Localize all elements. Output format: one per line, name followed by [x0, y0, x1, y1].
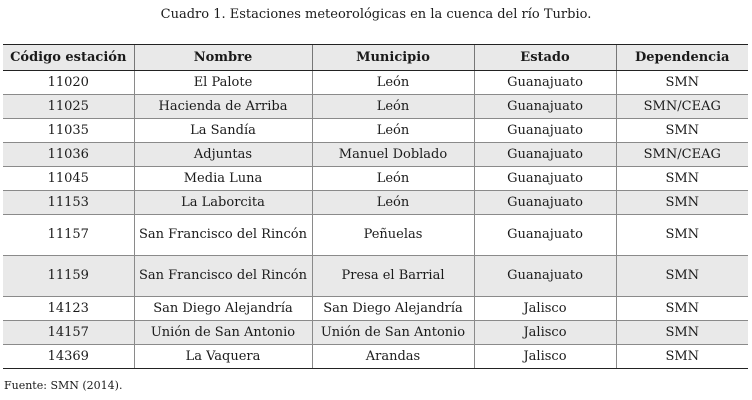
cell-nombre: La Vaquera — [134, 345, 312, 369]
cell-estado: Guanajuato — [474, 71, 616, 95]
cell-codigo: 11020 — [3, 71, 134, 95]
cell-estado: Jalisco — [474, 345, 616, 369]
cell-codigo: 11036 — [3, 143, 134, 167]
cell-estado: Guanajuato — [474, 143, 616, 167]
header-municipio: Municipio — [312, 45, 474, 71]
cell-municipio: Unión de San Antonio — [312, 321, 474, 345]
table-row — [3, 95, 748, 119]
table-caption: Cuadro 1. Estaciones meteorológicas en la cuenca del río Turbio. — [160, 7, 592, 22]
cell-codigo: 11035 — [3, 119, 134, 143]
cell-municipio: Presa el Barrial — [312, 256, 474, 297]
cell-municipio: León — [312, 95, 474, 119]
table-header-row — [3, 45, 748, 71]
cell-codigo: 11153 — [3, 191, 134, 215]
cell-codigo: 14123 — [3, 297, 134, 321]
cell-codigo: 11025 — [3, 95, 134, 119]
cell-codigo: 11159 — [3, 256, 134, 297]
cell-codigo: 11045 — [3, 167, 134, 191]
cell-estado: Guanajuato — [474, 215, 616, 256]
cell-municipio: León — [312, 119, 474, 143]
cell-dependencia: SMN — [616, 345, 748, 369]
cell-nombre: San Francisco del Rincón — [134, 215, 312, 256]
table-row — [3, 167, 748, 191]
cell-nombre: La Laborcita — [134, 191, 312, 215]
cell-municipio: León — [312, 167, 474, 191]
cell-nombre: San Francisco del Rincón — [134, 256, 312, 297]
stations-table — [3, 44, 748, 369]
header-nombre: Nombre — [134, 45, 312, 71]
cell-estado: Guanajuato — [474, 256, 616, 297]
cell-dependencia: SMN — [616, 297, 748, 321]
cell-municipio: León — [312, 71, 474, 95]
cell-dependencia: SMN — [616, 256, 748, 297]
cell-municipio: Peñuelas — [312, 215, 474, 256]
cell-codigo: 14369 — [3, 345, 134, 369]
cell-codigo: 14157 — [3, 321, 134, 345]
cell-nombre: Hacienda de Arriba — [134, 95, 312, 119]
cell-dependencia: SMN — [616, 71, 748, 95]
cell-nombre: El Palote — [134, 71, 312, 95]
header-codigo: Código estación — [3, 45, 134, 71]
cell-estado: Guanajuato — [474, 167, 616, 191]
cell-nombre: Adjuntas — [134, 143, 312, 167]
cell-codigo: 11157 — [3, 215, 134, 256]
cell-nombre: Unión de San Antonio — [134, 321, 312, 345]
cell-nombre: Media Luna — [134, 167, 312, 191]
table-row — [3, 119, 748, 143]
cell-nombre: San Diego Alejandría — [134, 297, 312, 321]
table-row — [3, 71, 748, 95]
table-row — [3, 321, 748, 345]
cell-estado: Guanajuato — [474, 95, 616, 119]
table-row — [3, 191, 748, 215]
cell-estado: Jalisco — [474, 297, 616, 321]
header-dependencia: Dependencia — [616, 45, 748, 71]
cell-dependencia: SMN — [616, 119, 748, 143]
cell-dependencia: SMN/CEAG — [616, 143, 748, 167]
cell-municipio: Arandas — [312, 345, 474, 369]
cell-municipio: San Diego Alejandría — [312, 297, 474, 321]
cell-estado: Guanajuato — [474, 191, 616, 215]
table-row — [3, 215, 748, 256]
header-estado: Estado — [474, 45, 616, 71]
cell-dependencia: SMN/CEAG — [616, 95, 748, 119]
table-row — [3, 297, 748, 321]
cell-dependencia: SMN — [616, 321, 748, 345]
cell-estado: Jalisco — [474, 321, 616, 345]
table-row — [3, 345, 748, 369]
cell-estado: Guanajuato — [474, 119, 616, 143]
cell-dependencia: SMN — [616, 215, 748, 256]
cell-municipio: León — [312, 191, 474, 215]
cell-dependencia: SMN — [616, 167, 748, 191]
cell-municipio: Manuel Doblado — [312, 143, 474, 167]
source-note: Fuente: SMN (2014). — [4, 379, 123, 392]
table-row — [3, 143, 748, 167]
cell-dependencia: SMN — [616, 191, 748, 215]
table-row — [3, 256, 748, 297]
cell-nombre: La Sandía — [134, 119, 312, 143]
